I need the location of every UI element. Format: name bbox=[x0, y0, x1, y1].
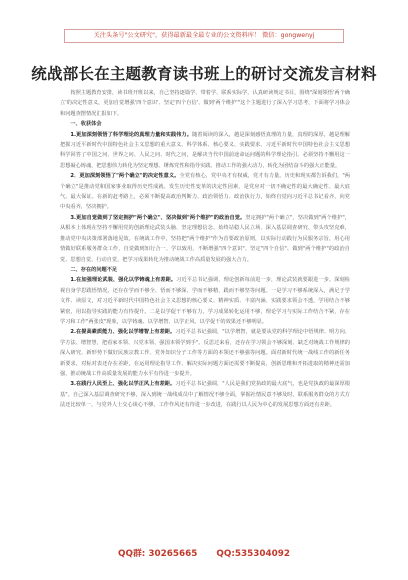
section-heading-2: 二、存在的问题不足 bbox=[70, 266, 118, 273]
footer-qq-group: QQ群: 30265665 bbox=[118, 549, 198, 559]
document-body bbox=[60, 88, 350, 411]
document-title: 统战部长在主题教育读书班上的研讨交流发言材料 bbox=[31, 64, 377, 83]
footer-contact bbox=[0, 546, 408, 559]
item-2 bbox=[60, 171, 350, 213]
item-3-heading: 3.更加自觉做到了坚定拥护"两个确立"、坚决做到"两个维护"的政治自觉。 bbox=[70, 214, 246, 221]
promo-banner[interactable]: 关注头条号"公文研究"，获得最新最全最专业的公文资料库！ 微信：gongwenyj bbox=[64, 29, 344, 43]
item-1-text: 随着阅读的深入，越是深刻感悟真理的力量，真理的深厚，越是理解把握习近平新时代中国特色社会主义思想的重大意义，科学体系、核心要义、实践要求。习近平新时代中国特色社会主义思想科学回答了中国之问、世界之问、人民之问、时代之问，是解决当代中国前途命运问题的科学理论指引。必须坚持不懈用这一思想凝心铸魂，把思想伟力转化为坚定理想、锤炼党性和指导实践、推动工作的强大动力，转化为团结奋斗的强大正能量。 bbox=[60, 131, 350, 169]
item-3-text: 坚定拥护"两个确立"，坚决做到"两个维护"，从根本上体现在坚持不懈用党的创新理论武装头脑、坚定理想信念、始终站稳人民立场、深入基层调查研究、带头攻坚克难，推动党中央决策部署落地见效。在统战工作中，坚持把"两个维护"作为首要政治原则，以实际行动践行为民服务宗旨，用心用情做好联系服务群众工作，自觉做到知行合一、学以致用，不断增强"四个意识"、坚定"四个自信"、做到"两个维护"的政治自觉、思想自觉、行动自觉，把学习成果转化为推动统战工作高质量发展的强大合力。 bbox=[60, 214, 350, 263]
item-5-heading: 2.在提高素质能力、强化以学增智上有差距。 bbox=[70, 329, 176, 336]
item-5-text: 习近平总书记强调，"以学增智，就是要从党的科学理论中悟规律、明方向、学方法、增智慧，把看家本领、兴党本领、强国本领学到手"。反思过来看，还存在学习领会不够深刻、缺乏对统战工作规律的深入研究、新形势下做好民族宗教工作、党外知识分子工作等方面的本领还不够强等问题。面对新时代统一战线工作的新任务新要求，对标对表还存在差距，在运用理论指导工作、解决实际问题方面还需要不断提高，创新思维和开拓进取的精神还需加强，推动统战工作高质量发展的能力水平有待进一步提升。 bbox=[60, 329, 350, 377]
item-6-heading: 3.在践行人民至上、强化以学正风上有差距。 bbox=[70, 381, 176, 388]
item-1 bbox=[60, 130, 350, 172]
item-1-heading: 1.更加深刻领悟了科学理论的真理力量和实践伟力。 bbox=[70, 131, 192, 138]
item-5 bbox=[60, 327, 350, 379]
item-4-heading: 1.在加强理论武装、强化以学铸魂上有差距。 bbox=[70, 277, 177, 284]
item-4 bbox=[60, 275, 350, 327]
section-heading-1: 一、收获体会 bbox=[70, 121, 102, 128]
item-6-text: 习近平总书记强调，"人民是我们党执政的最大底气，也是党执政的最深厚根基"。自己深入基层调查研究不够，深入到统一战线成员中了解情况不够全面，掌握社情民意不够及时，联系服务群众的方式方法还比较单一，与党外人士交心谈心不够，工作作风还有待进一步改进，在践行以人民为中心的发展思想方面还有差距。 bbox=[60, 381, 350, 409]
footer-qq: QQ:535304092 bbox=[216, 549, 290, 559]
intro-paragraph: 按照主题教育安排，读书班开班以来，自己坚持逐篇学、带着学、联系实际学，认真研读规定书目，围绕"深刻领悟'两个确立'的决定性意义，更加自觉增强'四个意识'、坚定'四个自信'、做到'两个维护'"这个主题进行了深入学习思考，下面将学习体会和问题查摆情况汇报如下。 bbox=[60, 90, 350, 117]
item-4-text: 习近平总书记强调，理论创新每前进一步，理论武装就要跟进一步。深刻检视自身学思践悟情况，还存在学而不够全、悟而不够深、学而不够精、践而不够坚等问题。一是学习不够系统深入，满足于学文件、读原文，对习近平新时代中国特色社会主义思想的核心要义、精神实质、丰富内涵、实践要求领会不透，学用结合不够紧密，用以指导实践的能力有待提升。二是以学促干不够有力，学习成果转化运用不够，理论学习与实际工作结合不紧，存在学习和工作"两张皮"现象，以学铸魂、以学增智、以学正风、以学促干的效果还不够明显。 bbox=[60, 277, 350, 325]
item-2-text: 全党有核心，党中央才有权威，党才有力量。历史和现实都告诉我们，"两个确立"是推动党和国家事业取得历史性成就、发生历史性变革的决定性因素，是党应对一切不确定性的最大确定性、最大底气、最大保证。在新的赶考路上，必须不断提高政治判断力、政治领悟力、政治执行力，始终自觉向习近平总书记看齐，向党中央看齐，坚决拥护。 bbox=[60, 173, 350, 211]
item-3 bbox=[60, 213, 350, 265]
item-2-heading: 2．更加深刻领悟了"两个确立"的决定性意义。 bbox=[70, 173, 180, 180]
item-6 bbox=[60, 379, 350, 410]
